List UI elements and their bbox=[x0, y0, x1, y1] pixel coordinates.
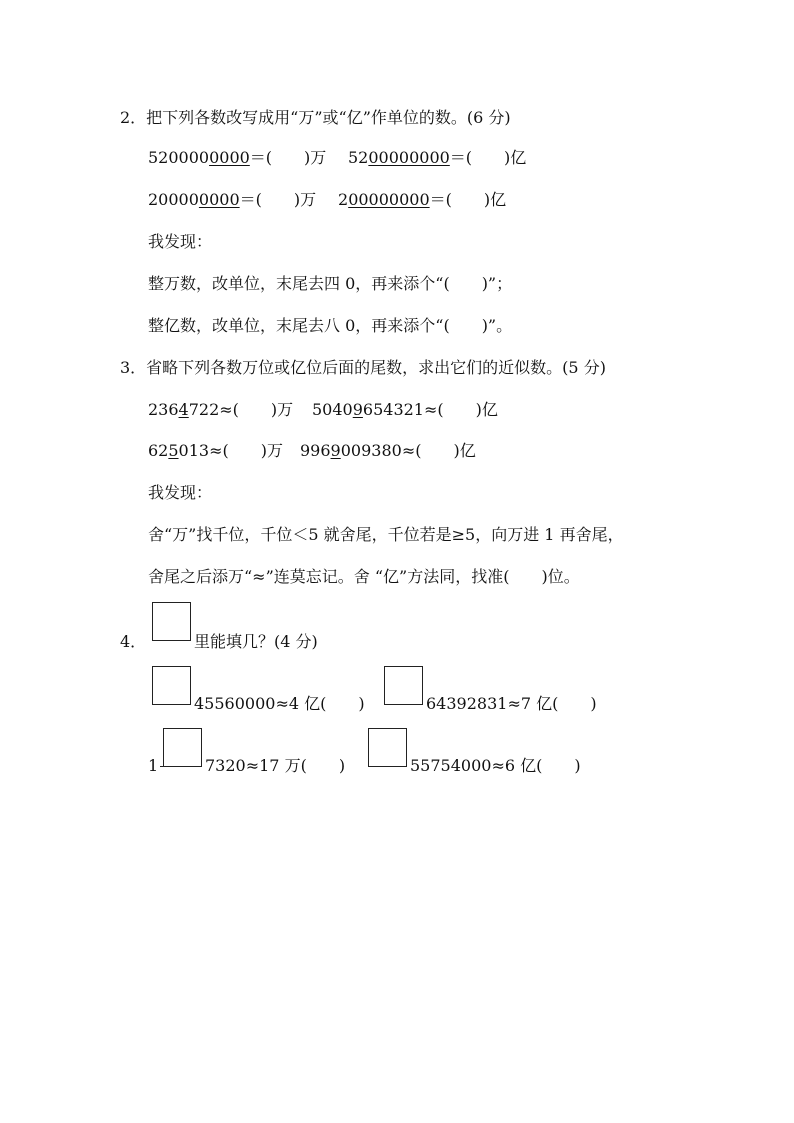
q4a-text: 45560000≈4 亿( ) bbox=[194, 694, 365, 713]
q4-title: 里能填几？(4 分) bbox=[194, 632, 318, 651]
q3-r2b-underline: 9 bbox=[330, 441, 341, 460]
q4d-text: 55754000≈6 亿( ) bbox=[410, 756, 581, 775]
q2-row2-right bbox=[338, 190, 506, 210]
q3-r1b-underline: 9 bbox=[352, 400, 363, 419]
q3-r1b-pre: 5040 bbox=[312, 400, 353, 419]
q3-r2a-underline: 5 bbox=[168, 441, 179, 460]
q2-rule1: 整万数，改单位，末尾去四 0，再来添个“( )”； bbox=[148, 274, 513, 293]
q2-r1a-post: ＝( )万 bbox=[249, 148, 327, 167]
q2-r1a-underline: 0000 bbox=[209, 148, 250, 167]
q2-row1-right bbox=[348, 148, 526, 168]
q3-discover: 我发现： bbox=[148, 483, 213, 502]
q3-r1a-pre: 236 bbox=[148, 400, 179, 419]
q3-row1-right bbox=[312, 400, 498, 420]
q2-title: 2．把下列各数改写成用“万”或“亿”作单位的数。(6 分) bbox=[120, 108, 511, 127]
q2-r2b-pre: 2 bbox=[338, 190, 349, 209]
q2-r1b-pre: 52 bbox=[348, 148, 369, 167]
q3-r2a-post: 013≈( )万 bbox=[178, 441, 283, 460]
q3-rule2: 舍尾之后添万“≈”连莫忘记。舍 “亿”方法同，找准( )位。 bbox=[148, 567, 580, 586]
q2-r2a-post: ＝( )万 bbox=[239, 190, 317, 209]
q2-r2a-underline: 0000 bbox=[198, 190, 240, 209]
q4c-prefix: 1 bbox=[148, 756, 159, 775]
q3-row2-left bbox=[148, 441, 283, 461]
q4d-digit-box[interactable] bbox=[368, 728, 407, 767]
q3-r1b-post: 654321≈( )亿 bbox=[362, 400, 498, 419]
q3-rule1: 舍“万”找千位，千位＜5 就舍尾，千位若是≥5，向万进 1 再舍尾， bbox=[148, 525, 624, 544]
q4b-text: 64392831≈7 亿( ) bbox=[426, 694, 597, 713]
q3-r1a-post: 722≈( )万 bbox=[188, 400, 294, 419]
q3-r2a-pre: 62 bbox=[148, 441, 169, 460]
q2-r2a-pre: 20000 bbox=[148, 190, 199, 209]
q3-row1-left bbox=[148, 400, 293, 420]
q2-r1a-pre: 520000 bbox=[148, 148, 210, 167]
q2-discover: 我发现： bbox=[148, 232, 213, 251]
q3-r2b-pre: 996 bbox=[300, 441, 331, 460]
q2-row1-left bbox=[148, 148, 326, 168]
q2-r1b-post: ＝( )亿 bbox=[449, 148, 527, 167]
q4a-digit-box[interactable] bbox=[152, 666, 191, 705]
q2-r2b-post: ＝( )亿 bbox=[429, 190, 507, 209]
q3-r2b-post: 009380≈( )亿 bbox=[340, 441, 476, 460]
q4-answer-box-icon bbox=[152, 602, 191, 641]
q4-number: 4． bbox=[120, 632, 147, 651]
q3-title: 3．省略下列各数万位或亿位后面的尾数，求出它们的近似数。(5 分) bbox=[120, 358, 606, 377]
q3-r1a-underline: 4 bbox=[178, 400, 189, 419]
q4b-digit-box[interactable] bbox=[384, 666, 423, 705]
q4c-digit-box[interactable] bbox=[163, 728, 202, 767]
q3-row2-right bbox=[300, 441, 476, 461]
q2-r2b-underline: 00000000 bbox=[348, 190, 430, 209]
q2-r1b-underline: 00000000 bbox=[368, 148, 450, 167]
q2-rule2: 整亿数，改单位，末尾去八 0，再来添个“( )”。 bbox=[148, 316, 513, 335]
q2-row2-left bbox=[148, 190, 316, 210]
q4c-text: 7320≈17 万( ) bbox=[205, 756, 346, 775]
